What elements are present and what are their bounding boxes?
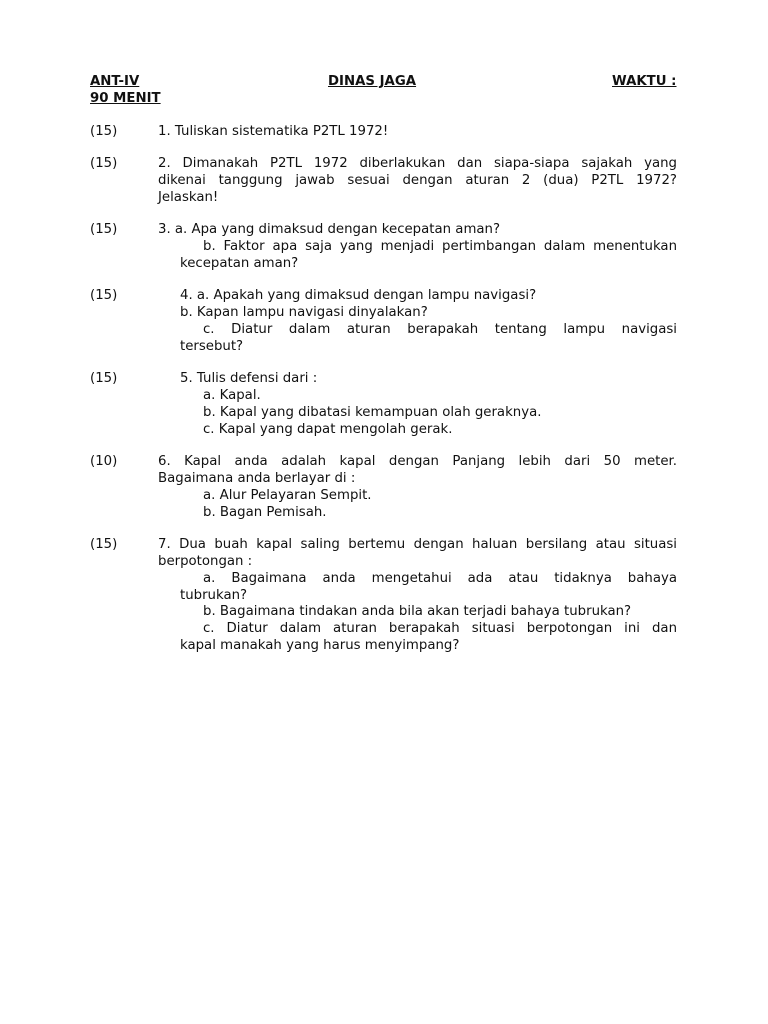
question-6-line: a. Alur Pelayaran Sempit. [203,488,372,503]
question-7-line: b. Bagaimana tindakan anda bila akan terjadi bahaya tubrukan? [203,604,632,619]
question-2-line: 2. Dimanakah P2TL 1972 diberlakukan dan siapa-siapa sajakah yang [158,156,677,171]
question-7-line: c. Diatur dalam aturan berapakah situasi berpotongan ini dan [203,621,677,636]
question-3-line: kecepatan aman? [180,256,299,271]
question-1-points: (15) [90,124,118,139]
question-4-line: tersebut? [180,339,244,354]
question-4-line: b. Kapan lampu navigasi dinyalakan? [180,305,428,320]
time-label: WAKTU : [612,74,677,89]
question-6-line: 6. Kapal anda adalah kapal dengan Panjang lebih dari 50 meter. [158,454,677,469]
question-5-line: a. Kapal. [203,388,261,403]
question-2-line: Jelaskan! [158,190,219,205]
question-7-line: 7. Dua buah kapal saling bertemu dengan haluan bersilang atau situasi [158,537,677,552]
question-7-line: berpotongan : [158,554,253,569]
question-4-points: (15) [90,288,118,303]
duration: 90 MENIT [90,91,161,106]
course-code: ANT-IV [90,74,140,89]
question-6-points: (10) [90,454,118,469]
question-7-line: a. Bagaimana anda mengetahui ada atau tidaknya bahaya [203,571,677,586]
question-7-points: (15) [90,537,118,552]
question-2-line: dikenai tanggung jawab sesuai dengan aturan 2 (dua) P2TL 1972? [158,173,677,188]
question-3-line: b. Faktor apa saja yang menjadi pertimbangan dalam menentukan [203,239,677,254]
question-1-line: 1. Tuliskan sistematika P2TL 1972! [158,124,389,139]
question-2-points: (15) [90,156,118,171]
question-4-line: c. Diatur dalam aturan berapakah tentang lampu navigasi [203,322,677,337]
question-6-line: Bagaimana anda berlayar di : [158,471,356,486]
question-5-line: c. Kapal yang dapat mengolah gerak. [203,422,453,437]
question-5-line: 5. Tulis defensi dari : [180,371,318,386]
question-4-line: 4. a. Apakah yang dimaksud dengan lampu navigasi? [180,288,537,303]
question-3-points: (15) [90,222,118,237]
exam-title: DINAS JAGA [328,74,417,89]
question-7-line: tubrukan? [180,588,248,603]
question-3-line: 3. a. Apa yang dimaksud dengan kecepatan aman? [158,222,501,237]
question-5-line: b. Kapal yang dibatasi kemampuan olah geraknya. [203,405,542,420]
question-5-points: (15) [90,371,118,386]
question-7-line: kapal manakah yang harus menyimpang? [180,638,460,653]
question-6-line: b. Bagan Pemisah. [203,505,327,520]
